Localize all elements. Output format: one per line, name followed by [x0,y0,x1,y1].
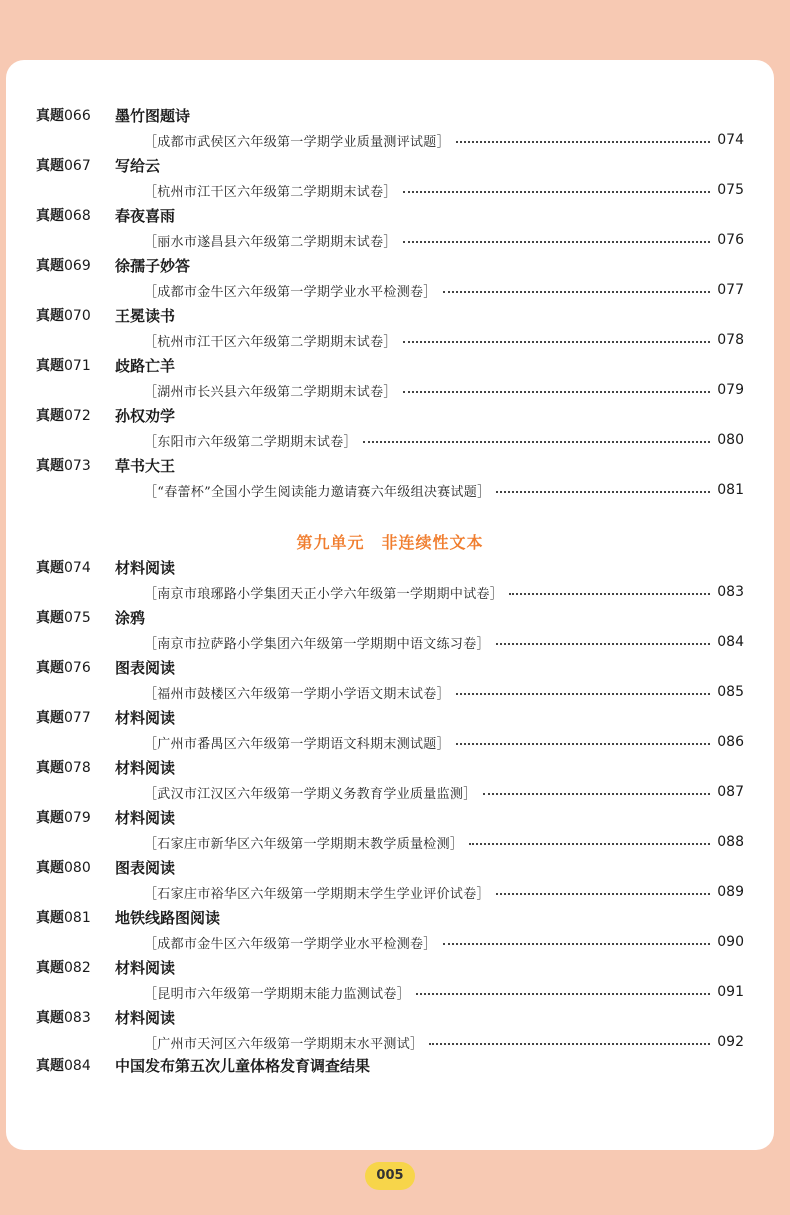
entry-source: ［成都市武侯区六年级第一学期学业质量测评试题］ [144,134,450,150]
toc-entry[interactable] [6,957,774,1007]
entry-number: 078 [64,760,91,776]
entry-number: 068 [64,208,91,224]
entry-page: 085 [717,684,744,700]
page-number: 005 [365,1162,415,1190]
entry-source: ［福州市鼓楼区六年级第一学期小学语文期末试卷］ [144,686,450,702]
toc-entry[interactable] [6,907,774,957]
entry-title: 材料阅读 [115,959,176,977]
entry-source: ［杭州市江干区六年级第二学期期末试卷］ [144,334,397,350]
entry-title: 中国发布第五次儿童体格发育调查结果 [115,1057,371,1075]
entry-number: 079 [64,810,91,826]
toc-entry[interactable] [6,557,774,607]
entry-title: 孙权劝学 [115,407,176,425]
entry-prefix: 真题 [36,158,64,174]
entry-number: 072 [64,408,91,424]
entry-number: 081 [64,910,91,926]
entry-number: 070 [64,308,91,324]
toc-entry[interactable] [6,405,774,455]
leader-dots [456,693,710,695]
entry-page: 088 [717,834,744,850]
entry-title: 徐孺子妙答 [115,257,191,275]
entry-source: ［广州市番禺区六年级第一学期语文科期末测试题］ [144,736,450,752]
entry-source: ［广州市天河区六年级第一学期期末水平测试］ [144,1036,424,1052]
entry-prefix: 真题 [36,1010,64,1026]
entry-source: ［石家庄市裕华区六年级第一学期期末学生学业评价试卷］ [144,886,490,902]
leader-dots [496,893,710,895]
entry-title: 春夜喜雨 [115,207,176,225]
entry-title: 王冕读书 [115,307,176,325]
entry-source: ［湖州市长兴县六年级第二学期期末试卷］ [144,384,397,400]
entry-source: ［石家庄市新华区六年级第一学期期末教学质量检测］ [144,836,464,852]
toc-entry[interactable] [6,355,774,405]
entry-number: 077 [64,710,91,726]
entry-prefix: 真题 [36,910,64,926]
entry-page: 079 [717,382,744,398]
entry-page: 077 [717,282,744,298]
entry-title: 草书大王 [115,457,176,475]
toc-entry[interactable] [6,657,774,707]
toc-entry[interactable] [6,857,774,907]
toc-entry[interactable] [6,1007,774,1057]
leader-dots [509,593,710,595]
entry-prefix: 真题 [36,258,64,274]
entry-number: 083 [64,1010,91,1026]
entry-title: 涂鸦 [115,609,146,627]
leader-dots [416,993,710,995]
content-panel [6,60,774,1150]
entry-number: 073 [64,458,91,474]
entry-prefix: 真题 [36,208,64,224]
entry-number: 067 [64,158,91,174]
entry-source: ［武汉市江汉区六年级第一学期义务教育学业质量监测］ [144,786,477,802]
toc-entry[interactable] [6,205,774,255]
entry-page: 091 [717,984,744,1000]
entry-source: ［昆明市六年级第一学期期末能力监测试卷］ [144,986,411,1002]
entry-title: 材料阅读 [115,1009,176,1027]
entry-page: 075 [717,182,744,198]
toc-entry[interactable] [6,455,774,505]
entry-prefix: 真题 [36,308,64,324]
entry-title: 材料阅读 [115,759,176,777]
leader-dots [469,843,710,845]
toc-entry[interactable] [6,807,774,857]
leader-dots [496,643,710,645]
entry-prefix: 真题 [36,760,64,776]
entry-number: 075 [64,610,91,626]
entry-source: ［成都市金牛区六年级第一学期学业水平检测卷］ [144,284,437,300]
entry-page: 081 [717,482,744,498]
entry-number: 076 [64,660,91,676]
entry-page: 078 [717,332,744,348]
entry-title: 材料阅读 [115,559,176,577]
entry-title: 图表阅读 [115,659,176,677]
leader-dots [443,943,710,945]
leader-dots [403,341,710,343]
entry-page: 086 [717,734,744,750]
entry-number: 066 [64,108,91,124]
entry-page: 080 [717,432,744,448]
entry-prefix: 真题 [36,660,64,676]
entry-title: 图表阅读 [115,859,176,877]
entry-title: 写给云 [115,157,161,175]
entry-page: 090 [717,934,744,950]
entry-prefix: 真题 [36,108,64,124]
entry-page: 084 [717,634,744,650]
toc-entry[interactable] [6,707,774,757]
leader-dots [403,191,710,193]
leader-dots [403,391,710,393]
entry-source: ［南京市琅琊路小学集团天正小学六年级第一学期期中试卷］ [144,586,504,602]
entry-prefix: 真题 [36,810,64,826]
toc-entry[interactable] [6,155,774,205]
entry-page: 076 [717,232,744,248]
unit-heading: 第九单元 非连续性文本 [296,533,484,552]
entry-prefix: 真题 [36,860,64,876]
entry-page: 089 [717,884,744,900]
leader-dots [456,743,710,745]
entry-source: ［成都市金牛区六年级第一学期学业水平检测卷］ [144,936,437,952]
entry-prefix: 真题 [36,408,64,424]
entry-source: ［杭州市江干区六年级第二学期期末试卷］ [144,184,397,200]
entry-page: 092 [717,1034,744,1050]
entry-number: 071 [64,358,91,374]
toc-entry[interactable] [6,305,774,355]
toc-entry[interactable] [6,757,774,807]
entry-source: ［南京市拉萨路小学集团六年级第一学期期中语文练习卷］ [144,636,490,652]
entry-page: 074 [717,132,744,148]
toc-entry[interactable] [6,255,774,305]
entry-number: 084 [64,1058,91,1074]
toc-entry[interactable] [6,607,774,657]
entry-prefix: 真题 [36,1058,64,1074]
entry-number: 074 [64,560,91,576]
entry-page: 083 [717,584,744,600]
entry-source: ［东阳市六年级第二学期期末试卷］ [144,434,357,450]
entry-prefix: 真题 [36,358,64,374]
entry-title: 地铁线路图阅读 [115,909,221,927]
entry-page: 087 [717,784,744,800]
toc-entry[interactable] [6,105,774,155]
entry-number: 069 [64,258,91,274]
entry-source: ［“春蕾杯”全国小学生阅读能力邀请赛六年级组决赛试题］ [144,484,491,500]
leader-dots [483,793,710,795]
entry-number: 082 [64,960,91,976]
entry-prefix: 真题 [36,610,64,626]
entry-prefix: 真题 [36,458,64,474]
entry-title: 歧路亡羊 [115,357,176,375]
leader-dots [363,441,710,443]
entry-prefix: 真题 [36,960,64,976]
entry-prefix: 真题 [36,560,64,576]
entry-title: 墨竹图题诗 [115,107,191,125]
entry-source: ［丽水市遂昌县六年级第二学期期末试卷］ [144,234,397,250]
leader-dots [443,291,710,293]
entry-title: 材料阅读 [115,709,176,727]
entry-title: 材料阅读 [115,809,176,827]
entry-number: 080 [64,860,91,876]
leader-dots [456,141,710,143]
leader-dots [496,491,710,493]
entry-prefix: 真题 [36,710,64,726]
leader-dots [403,241,710,243]
leader-dots [429,1043,710,1045]
toc-entry[interactable] [6,1055,774,1081]
